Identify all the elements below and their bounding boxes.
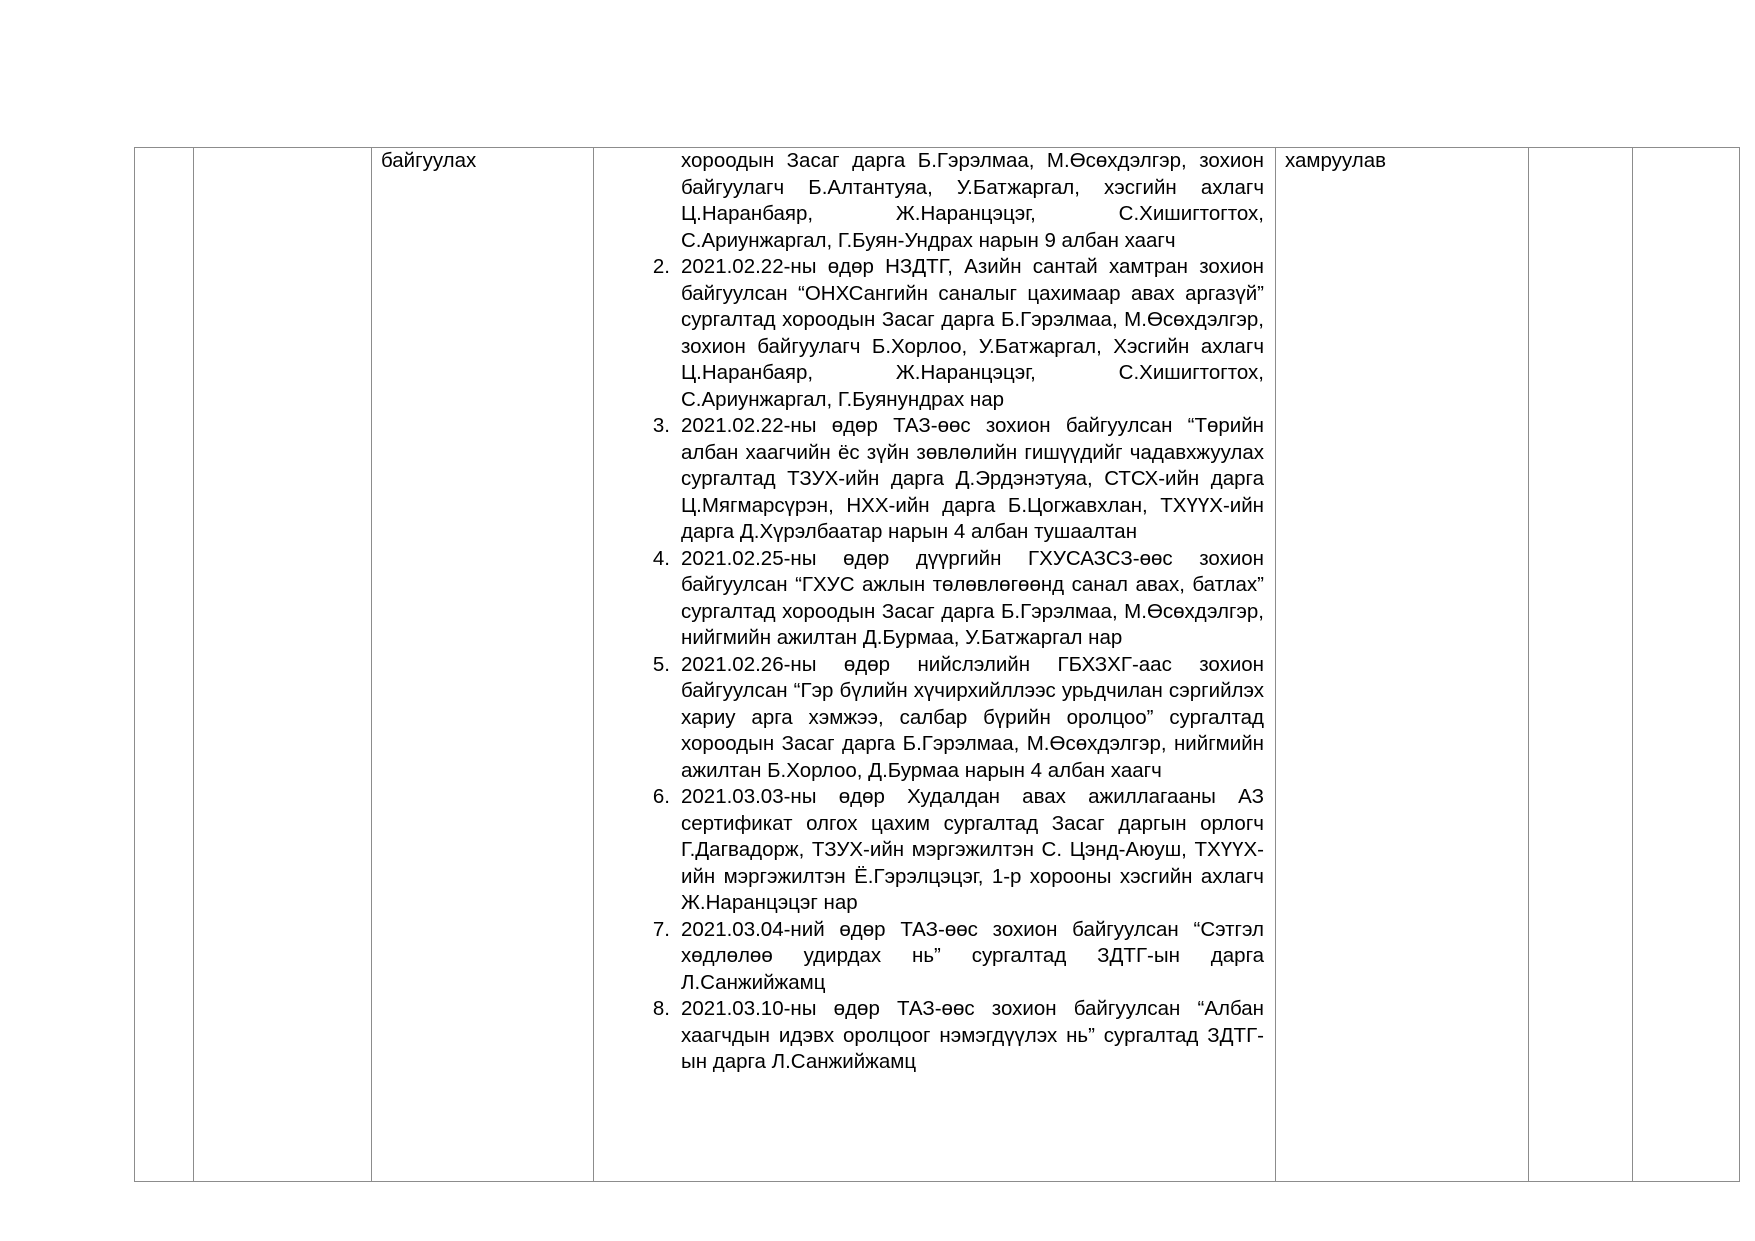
list-item	[594, 652, 1264, 785]
list-item-number: 5.	[652, 652, 670, 676]
list-item	[594, 917, 1264, 997]
cell-result	[1276, 148, 1529, 1182]
list-item-text: 2021.03.10-ны өдөр ТАЗ-өөс зохион байгуулсан “Албан хаагчдын идэвх оролцоог нэмэгдүүлэх нь” сургалтад ЗДТГ-ын дарга Л.Санжийжамц	[681, 997, 1264, 1073]
list-intro-text: хороодын Засаг дарга Б.Гэрэлмаа, М.Өсөхдэлгэр, зохион байгуулагч Б.Алтантуяа, У.Батжаргал, хэсгийн ахлагч Ц.Наранбаяр, Ж.Наранцэцэг, С.Хишигтогтох, С.Ариунжаргал, Г.Буян-Ундрах нарын 9 албан хаагч	[681, 149, 1264, 252]
list-item-number: 4.	[652, 546, 670, 570]
list-item	[594, 148, 1264, 254]
cell-number	[135, 148, 194, 1182]
cell-activity	[372, 148, 594, 1182]
list-item-number: 8.	[652, 997, 670, 1020]
activity-text: байгуулах	[381, 149, 477, 172]
list-item-number: 3.	[652, 414, 670, 437]
list-item-text: 2021.03.03-ны өдөр Худалдан авах ажиллагааны АЗ сертификат олгох цахим сургалтад Засаг даргын орлогч Г.Дагвадорж, ТЗУХ-ийн мэргэжилтэн С. Цэнд-Аюуш, ТХҮҮХ-ийн мэргэжилтэн Ё.Гэрэлцэцэг, 1-р хорооны хэсгийн ахлагч Ж.Наранцэцэг нар	[681, 785, 1264, 914]
cell-empty-2	[1633, 148, 1740, 1182]
list-item	[594, 996, 1264, 1076]
list-item-text: 2021.03.04-ний өдөр ТАЗ-өөс зохион байгуулсан “Сэтгэл хөдлөлөө удирдах нь” сургалтад ЗДТГ-ын дарга Л.Санжийжамц	[681, 917, 1264, 994]
list-item-text: 2021.02.25-ны өдөр дүүргийн ГХУСАЗСЗ-өөс зохион байгуулсан “ГХУС ажлын төлөвлөгөөнд санал авах, батлах” сургалтад хороодын Засаг дарга Б.Гэрэлмаа, М.Өсөхдэлгэр, нийгмийн ажилтан Д.Бурмаа, У.Батжаргал нар	[681, 546, 1264, 649]
cell-category	[194, 148, 372, 1182]
list-item-text: 2021.02.22-ны өдөр ТАЗ-өөс зохион байгуулсан “Төрийн албан хаагчийн ёс зүйн зөвлөлийн гишүүдийг чадавхжуулах сургалтад ТЗУХ-ийн дарга Д.Эрдэнэтуяа, СТСХ-ийн дарга Ц.Мягмарсүрэн, НХХ-ийн дарга Б.Цогжавхлан, ТХҮҮХ-ийн дарга Д.Хүрэлбаатар нарын 4 албан тушаалтан	[681, 414, 1264, 543]
list-item-text: 2021.02.26-ны өдөр нийслэлийн ГБХЗХГ-аас зохион байгуулсан “Гэр бүлийн хүчирхийллээс урьдчилан сэргийлэх хариу арга хэмжээ, салбар бүрийн оролцоо” сургалтад хороодын Засаг дарга Б.Гэрэлмаа, М.Өсөхдэлгэр, нийгмийн ажилтан Б.Хорлоо, Д.Бурмаа нарын 4 албан хаагч	[681, 652, 1264, 782]
list-item-number: 7.	[652, 917, 670, 941]
list-item	[594, 784, 1264, 917]
list-item	[594, 413, 1264, 546]
cell-empty-1	[1529, 148, 1633, 1182]
cell-details	[594, 148, 1276, 1182]
result-text: хамруулав	[1285, 149, 1386, 172]
list-item	[594, 254, 1264, 413]
training-list	[594, 148, 1275, 1076]
list-item-text: 2021.02.22-ны өдөр НЗДТГ, Азийн сантай хамтран зохион байгуулсан “ОНХСангийн саналыг цахимаар авах аргазүй” сургалтад хороодын Засаг дарга Б.Гэрэлмаа, М.Өсөхдэлгэр, зохион байгуулагч Б.Хорлоо, У.Батжаргал, Хэсгийн ахлагч Ц.Наранбаяр, Ж.Наранцэцэг, С.Хишигтогтох, С.Ариунжаргал, Г.Буянундрах нар	[681, 255, 1264, 411]
list-item-number: 6.	[652, 785, 670, 808]
table-row	[135, 148, 1740, 1182]
list-item-number: 2.	[652, 255, 670, 278]
document-table	[134, 147, 1740, 1182]
list-item	[594, 546, 1264, 652]
